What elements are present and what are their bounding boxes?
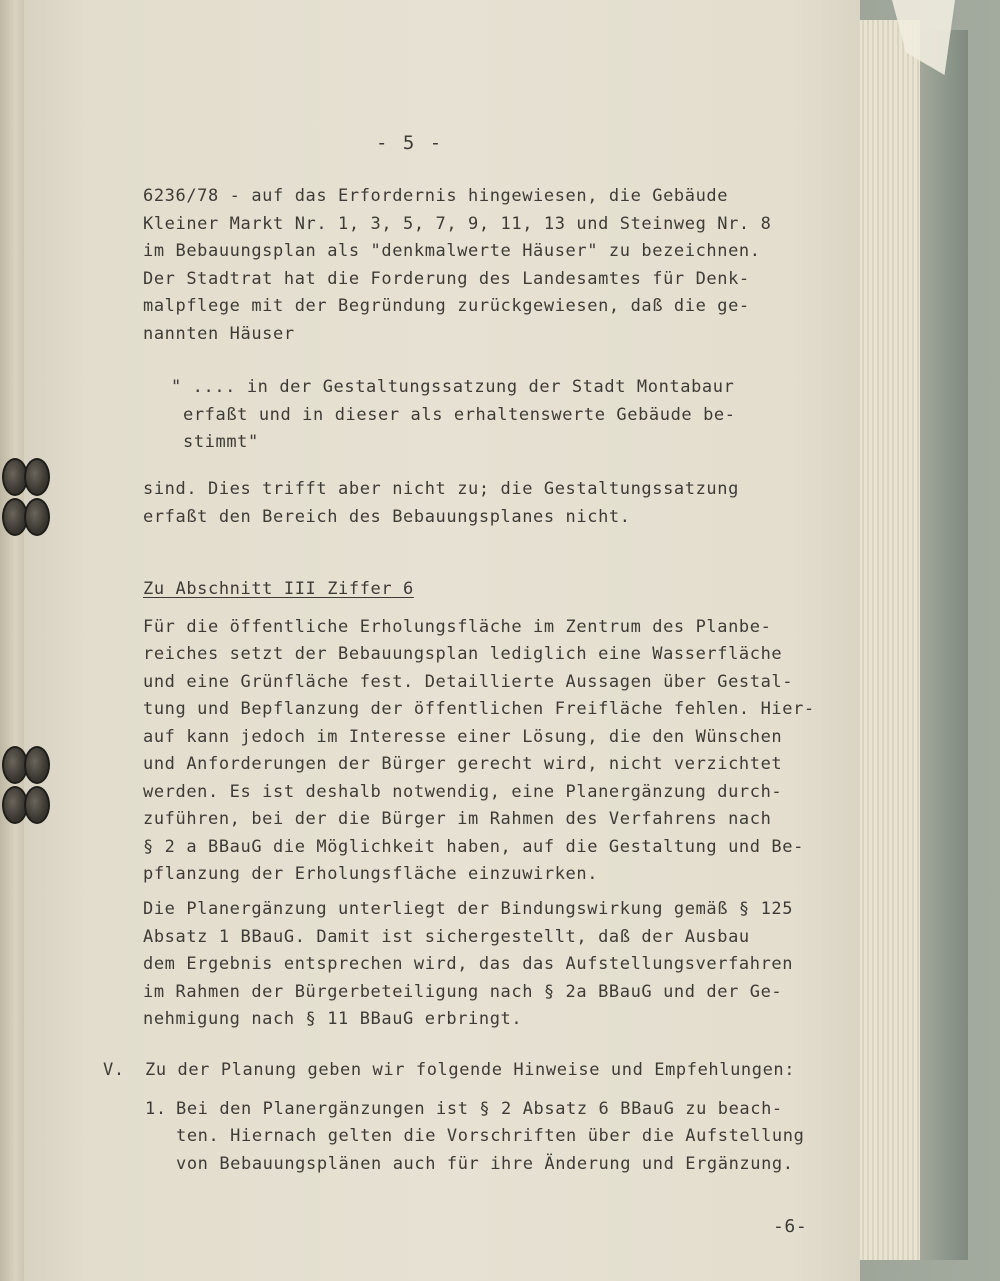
item-1-line: von Bebauungsplänen auch für ihre Änderung und Ergänzung. [176,1154,794,1174]
paragraph-3-line: auf kann jedoch im Interesse einer Lösung, die den Wünschen [143,727,783,747]
paragraph-1-line: im Bebauungsplan als "denkmalwerte Häuser" zu bezeichnen. [143,241,761,261]
page-number-header: - 5 - [376,132,444,154]
paragraph-2-line: sind. Dies trifft aber nicht zu; die Gestaltungssatzung [143,479,739,499]
item-1-line: Bei den Planergänzungen ist § 2 Absatz 6 BBauG zu beach- [176,1099,783,1119]
paragraph-3-line: tung und Bepflanzung der öffentlichen Freifläche fehlen. Hier- [143,699,815,719]
section-v-text: Zu der Planung geben wir folgende Hinweise und Empfehlungen: [145,1060,796,1080]
paragraph-3-line: reiches setzt der Bebauungsplan lediglich eine Wasserfläche [143,644,783,664]
quote-line: stimmt" [183,432,259,452]
binder-shadow [918,30,968,1260]
next-page-marker: -6- [773,1216,808,1237]
paragraph-1-line: Kleiner Markt Nr. 1, 3, 5, 7, 9, 11, 13 und Steinweg Nr. 8 [143,214,772,234]
section-heading: Zu Abschnitt III Ziffer 6 [143,579,414,599]
binder-ring [24,458,50,496]
paragraph-1-line: 6236/78 - auf das Erfordernis hingewiesen, die Gebäude [143,186,729,206]
paragraph-3-line: werden. Es ist deshalb notwendig, eine Planergänzung durch- [143,782,783,802]
paragraph-3-line: zuführen, bei der die Bürger im Rahmen des Verfahrens nach [143,809,772,829]
paragraph-3-line: und eine Grünfläche fest. Detaillierte Aussagen über Gestal- [143,672,794,692]
quote-line: erfaßt und in dieser als erhaltenswerte Gebäude be- [183,405,736,425]
binder-ring [24,746,50,784]
paragraph-3-line: Für die öffentliche Erholungsfläche im Zentrum des Planbe- [143,617,772,637]
paragraph-2-line: erfaßt den Bereich des Bebauungsplanes nicht. [143,507,631,527]
paragraph-3-line: und Anforderungen der Bürger gerecht wird, nicht verzichtet [143,754,783,774]
paragraph-1-line: nannten Häuser [143,324,295,344]
paragraph-3-line: § 2 a BBauG die Möglichkeit haben, auf die Gestaltung und Be- [143,837,804,857]
paragraph-1-line: Der Stadtrat hat die Forderung des Landesamtes für Denk- [143,269,750,289]
paragraph-4-line: Absatz 1 BBauG. Damit ist sichergestellt, daß der Ausbau [143,927,750,947]
section-v-marker: V. [103,1060,125,1080]
item-1-line: ten. Hiernach gelten die Vorschriften über die Aufstellung [176,1126,805,1146]
quote-line: " .... in der Gestaltungssatzung der Stadt Montabaur [171,377,735,397]
paragraph-4-line: dem Ergebnis entsprechen wird, das das Aufstellungsverfahren [143,954,794,974]
item-1-marker: 1. [145,1099,167,1119]
paragraph-3-line: pflanzung der Erholungsfläche einzuwirken. [143,864,599,884]
binder-ring [24,786,50,824]
binder-ring [24,498,50,536]
paragraph-1-line: malpflege mit der Begründung zurückgewiesen, daß die ge- [143,296,750,316]
paragraph-4-line: nehmigung nach § 11 BBauG erbringt. [143,1009,523,1029]
paragraph-4-line: im Rahmen der Bürgerbeteiligung nach § 2a BBauG und der Ge- [143,982,783,1002]
paragraph-4-line: Die Planergänzung unterliegt der Bindungswirkung gemäß § 125 [143,899,794,919]
stacked-page-edges [852,20,920,1260]
